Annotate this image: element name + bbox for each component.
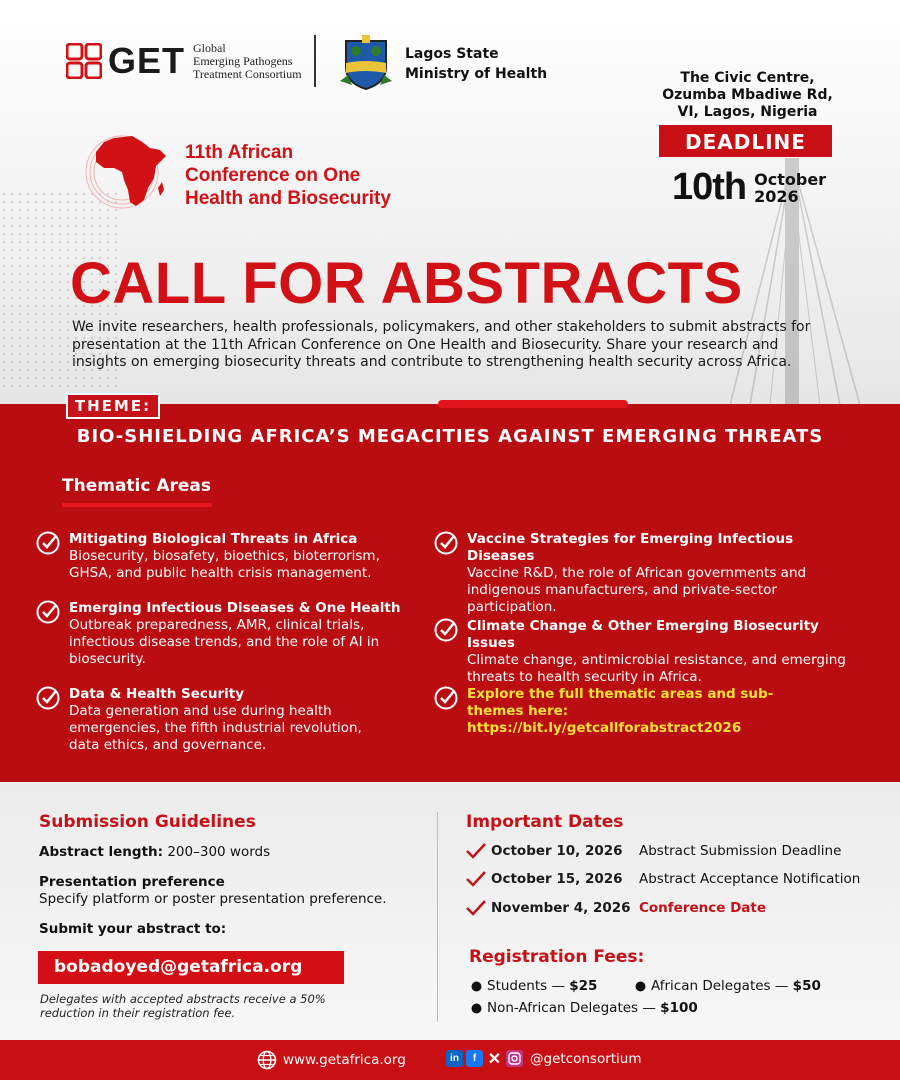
check-circle-icon [36,531,60,555]
thematic-area-title: Climate Change & Other Emerging Biosecurity Issues [467,618,819,651]
red-check-icon [466,900,486,916]
theme-title: BIO-SHIELDING AFRICA’S MEGACITIES AGAINST EMERGING THREATS [76,426,824,447]
date-description: Abstract Submission Deadline [639,843,842,859]
get-sub-line-1: Global [193,40,226,55]
fee-students-value: $25 [569,978,598,994]
date-row [466,871,860,887]
check-circle-icon [434,618,458,642]
fee-african [635,978,821,994]
fee-non-african [471,1000,698,1016]
date-value: October 15, 2026 [491,871,623,887]
submission-email[interactable]: bobadoyed@getafrica.org [38,951,344,984]
fee-non-african-value: $100 [660,1000,698,1016]
africa-map-icon [70,132,180,212]
ministry-name [405,44,547,84]
conference-line-2: Conference on One [185,165,361,186]
check-circle-icon [434,531,458,555]
thematic-area-body: Climate change, antimicrobial resistance, and emerging threats to health security in Africa. [467,652,846,685]
presentation-pref-value: Specify platform or poster presentation preference. [39,891,387,907]
thematic-area-body: Vaccine R&D, the role of African governments and indigenous manufacturers, and private-sector participation. [467,565,807,615]
red-check-icon [466,843,486,859]
red-check-icon [466,871,486,887]
ministry-line-2: Ministry of Health [405,66,548,82]
venue-address [655,70,840,121]
fee-students-label: Students — [487,978,565,994]
deadline-date [672,166,826,209]
explore-link[interactable]: Explore the full thematic areas and sub-themes here: https://bit.ly/getcallforabstract2026 [467,686,774,736]
thematic-area-item [36,686,416,754]
dates-heading: Important Dates [466,812,624,832]
date-description: Conference Date [639,900,767,916]
get-sub-line-2: Emerging Pathogens [193,53,293,68]
thematic-area-title: Data & Health Security [69,686,245,702]
x-icon[interactable]: ✕ [487,1050,502,1068]
conference-line-1: 11th African [185,142,294,163]
fees-heading: Registration Fees: [469,947,645,967]
thematic-area-title: Mitigating Biological Threats in Africa [69,531,358,547]
thematic-area-item [36,531,416,582]
check-circle-icon [36,600,60,624]
get-sub-line-3: Treatment Consortium [193,66,302,81]
thematic-area-explore [434,686,854,737]
conference-line-3: Health and Biosecurity [185,188,391,209]
deadline-label: DEADLINE [658,124,833,158]
footer-social[interactable] [446,1050,642,1067]
globe-icon [257,1050,277,1070]
social-handle: @getconsortium [530,1050,642,1067]
date-row [466,843,841,859]
thematic-area-body: Outbreak preparedness, AMR, clinical trials, infectious disease trends, and the role of AI in biosecurity. [69,617,380,667]
headline: CALL FOR ABSTRACTS [70,251,743,316]
fee-students [471,978,597,994]
thematic-area-item [434,618,854,686]
conference-title [185,141,391,210]
deadline-month-year [754,171,826,205]
date-value: November 4, 2026 [491,900,631,916]
deadline-day: 10th [672,166,747,208]
deadline-year: 2026 [754,186,799,206]
facebook-icon[interactable]: f [466,1050,483,1067]
thematic-area-item [36,600,416,668]
bullet-icon [471,1003,482,1014]
abstract-length-label: Abstract length: [39,844,164,860]
thematic-area-title: Vaccine Strategies for Emerging Infectious Diseases [467,531,794,564]
intro-text: We invite researchers, health professionals, policymakers, and other stakeholders to submit abstracts for presentation at the 11th African Conference on One Health and Biosecurity. Share your research and insights on emerging biosecurity threats and contribute to strengthening health security across Africa. [72,319,811,370]
fee-non-african-label: Non-African Delegates — [487,1000,656,1016]
ministry-line-1: Lagos State [405,46,499,62]
date-value: October 10, 2026 [491,843,623,859]
submit-label: Submit your abstract to: [39,921,227,937]
deadline-month: October [754,169,827,189]
linkedin-icon[interactable]: in [446,1050,463,1067]
thematic-areas-underline [62,503,212,507]
fee-african-value: $50 [792,978,821,994]
check-circle-icon [36,686,60,710]
footer-website[interactable] [257,1050,406,1070]
lagos-crest-icon [338,33,394,91]
abstract-length-value: 200–300 words [167,844,271,860]
guidelines-heading: Submission Guidelines [39,812,256,832]
presentation-pref-label: Presentation preference [39,874,225,890]
column-divider [437,812,438,1022]
fee-african-label: African Delegates — [651,978,789,994]
date-description: Abstract Acceptance Notification [639,871,861,887]
band-accent-pill [438,400,628,408]
get-logo-mark-icon [66,43,102,79]
venue-line-3: VI, Lagos, Nigeria [677,104,818,120]
thematic-area-item [434,531,854,616]
venue-line-1: The Civic Centre, [680,70,815,86]
date-row [466,900,766,916]
abstract-length [39,844,270,861]
check-circle-icon [434,686,458,710]
thematic-area-body: Data generation and use during health emergencies, the fifth industrial revolution, data ethics, and governance. [69,703,362,753]
bullet-icon [635,981,646,992]
get-logo-subtitle [193,42,302,81]
website-text: www.getafrica.org [283,1052,406,1068]
thematic-areas-heading: Thematic Areas [62,476,212,496]
get-logo [66,40,302,82]
thematic-area-title: Emerging Infectious Diseases & One Health [69,600,401,616]
registration-note: Delegates with accepted abstracts receive a 50% reduction in their registration fee. [40,992,326,1020]
header-divider [314,35,316,87]
thematic-area-body: Biosecurity, biosafety, bioethics, bioterrorism, GHSA, and public health crisis management. [69,548,380,581]
bullet-icon [471,981,482,992]
venue-line-2: Ozumba Mbadiwe Rd, [662,87,833,103]
theme-tag: THEME: [66,393,160,419]
get-logo-word: GET [108,40,186,81]
instagram-icon[interactable] [506,1050,523,1067]
